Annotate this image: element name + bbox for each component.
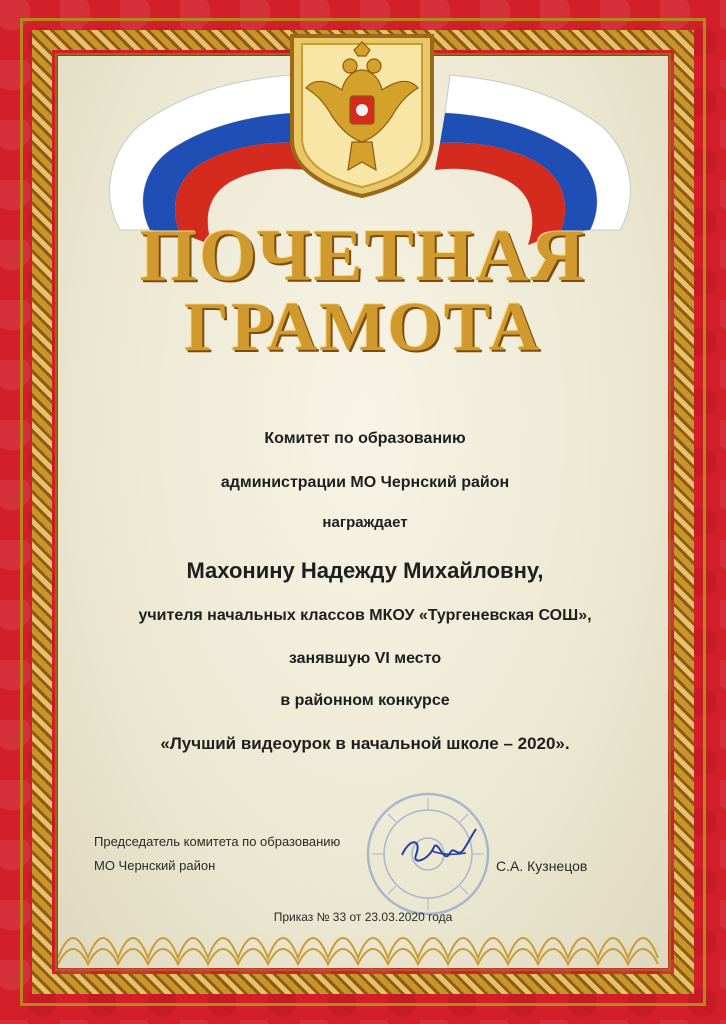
recipient-name: Махонину Надежду Михайловну, [186, 558, 544, 583]
coat-of-arms-icon [282, 30, 442, 198]
certificate-title-line1: ПОЧЕТНАЯ [139, 215, 587, 297]
signatory-name: С.А. Кузнецов [496, 858, 588, 874]
issuer-line1: Комитет по образованию [264, 430, 466, 447]
award-verb: награждает [322, 514, 408, 531]
handwritten-signature [392, 825, 482, 875]
recipient-position: учителя начальных классов МКОУ «Тургеневская СОШ», [138, 607, 592, 624]
signatory-title-line1: Председатель комитета по образованию [94, 834, 341, 849]
signatory-title-line2: МО Чернский район [94, 858, 216, 873]
order-reference: Приказ № 33 от 23.03.2020 года [273, 910, 453, 924]
place-awarded: занявшую VI место [288, 650, 442, 667]
certificate-title-line2: ГРАМОТА [184, 289, 542, 366]
contest-name: «Лучший видеоурок в начальной школе – 2020». [160, 734, 570, 753]
contest-intro: в районном конкурсе [280, 692, 450, 709]
issuer-line2: администрации МО Чернский район [220, 474, 510, 491]
lace-ornament-bottom [58, 898, 668, 968]
